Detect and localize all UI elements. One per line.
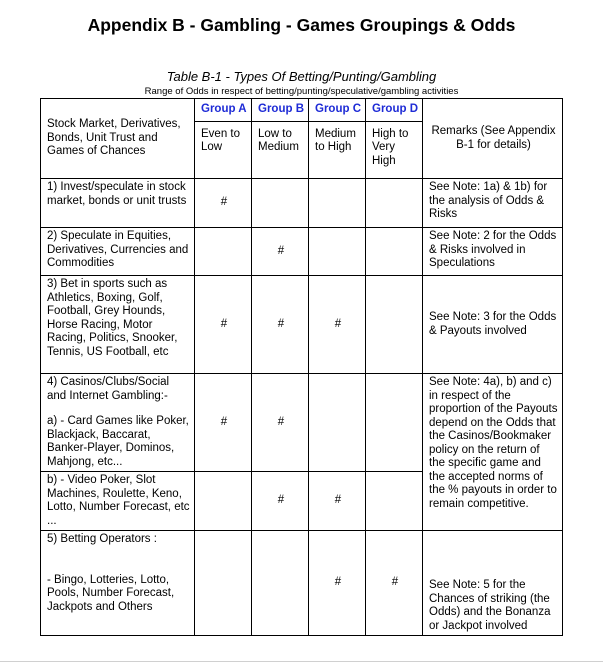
activity-cell: [41, 531, 195, 636]
category-header: Stock Market, Derivatives, Bonds, Unit Trust and Games of Chances: [41, 99, 195, 179]
mark-group-b: #: [252, 374, 309, 472]
sub-activity: - Bingo, Lotteries, Lotto, Pools, Number Forecast, Jackpots and Others: [47, 573, 175, 613]
section-heading: 5) Betting Operators :: [47, 533, 157, 545]
mark-group-a: #: [195, 179, 252, 228]
mark-group-d: #: [366, 531, 423, 636]
page-title: Appendix B - Gambling - Games Groupings & Odds: [87, 15, 516, 35]
group-a-header: [195, 99, 252, 179]
group-d-label: Group D: [372, 103, 418, 115]
empty-cell: [366, 472, 423, 531]
remark-cell: See Note: 1a) & 1b) for the analysis of Odds & Risks: [423, 179, 563, 228]
table-row: [41, 531, 563, 636]
activity-cell: 2) Speculate in Equities, Derivatives, Currencies and Commodities: [41, 228, 195, 276]
empty-cell: [195, 228, 252, 276]
empty-cell: [309, 228, 366, 276]
group-a-label: Group A: [201, 103, 247, 115]
table-row: [41, 276, 563, 374]
group-b-header: [252, 99, 309, 179]
activity-cell: [41, 374, 195, 472]
table-row: [41, 374, 563, 472]
remark-cell: See Note: 2 for the Odds & Risks involved in Speculations: [423, 228, 563, 276]
remark-cell: See Note: 5 for the Chances of striking (the Odds) and the Bonanza or Jackpot involved: [423, 531, 563, 636]
table-subcaption: Range of Odds in respect of betting/punting/speculative/gambling activities: [144, 86, 459, 97]
empty-cell: [309, 179, 366, 228]
activity-cell: 1) Invest/speculate in stock market, bonds or unit trusts: [41, 179, 195, 228]
mark-group-c: #: [309, 472, 366, 531]
mark-group-b: #: [252, 276, 309, 374]
empty-cell: [366, 276, 423, 374]
empty-cell: [366, 179, 423, 228]
betting-types-table: [40, 98, 563, 636]
mark-group-a: #: [195, 374, 252, 472]
empty-cell: [366, 228, 423, 276]
group-c-label: Group C: [315, 103, 361, 115]
remark-cell: See Note: 4a), b) and c) in respect of the proportion of the Payouts depend on the Odds that the Casinos/Bookmaker policy on the return of the specific game and the accepted norms of the % payouts in order to remain competitive.: [423, 374, 563, 531]
remark-cell: See Note: 3 for the Odds & Payouts involved: [423, 276, 563, 374]
group-c-header: [309, 99, 366, 179]
empty-cell: [195, 531, 252, 636]
remarks-header: Remarks (See Appendix B-1 for details): [423, 99, 563, 179]
empty-cell: [252, 179, 309, 228]
empty-cell: [309, 374, 366, 472]
mark-group-a: #: [195, 276, 252, 374]
table-caption: Table B-1 - Types Of Betting/Punting/Gambling: [166, 69, 437, 84]
mark-group-b: #: [252, 472, 309, 531]
group-a-range: Even to Low: [195, 121, 251, 155]
empty-cell: [195, 472, 252, 531]
group-b-label: Group B: [258, 103, 304, 115]
empty-cell: [366, 374, 423, 472]
empty-cell: [252, 531, 309, 636]
table-header-row: [41, 99, 563, 179]
table-row: [41, 179, 563, 228]
page-bottom-divider: [0, 661, 603, 662]
group-d-header: [366, 99, 423, 179]
group-b-range: Low to Medium: [252, 121, 308, 155]
table-row: [41, 228, 563, 276]
mark-group-b: #: [252, 228, 309, 276]
group-c-range: Medium to High: [309, 121, 365, 155]
activity-cell: b) - Video Poker, Slot Machines, Roulette, Keno, Lotto, Number Forecast, etc ...: [41, 472, 195, 531]
activity-cell: 3) Bet in sports such as Athletics, Boxing, Golf, Football, Grey Hounds, Horse Racing, Motor Racing, Politics, Snooker, Tennis, US Football, etc: [41, 276, 195, 374]
group-d-range: High to Very High: [366, 121, 422, 169]
section-heading: 4) Casinos/Clubs/Social and Internet Gambling:-: [47, 376, 170, 402]
sub-activity: a) - Card Games like Poker, Blackjack, Baccarat, Banker-Player, Dominos, Mahjong, etc...: [47, 415, 189, 468]
mark-group-c: #: [309, 531, 366, 636]
mark-group-c: #: [309, 276, 366, 374]
